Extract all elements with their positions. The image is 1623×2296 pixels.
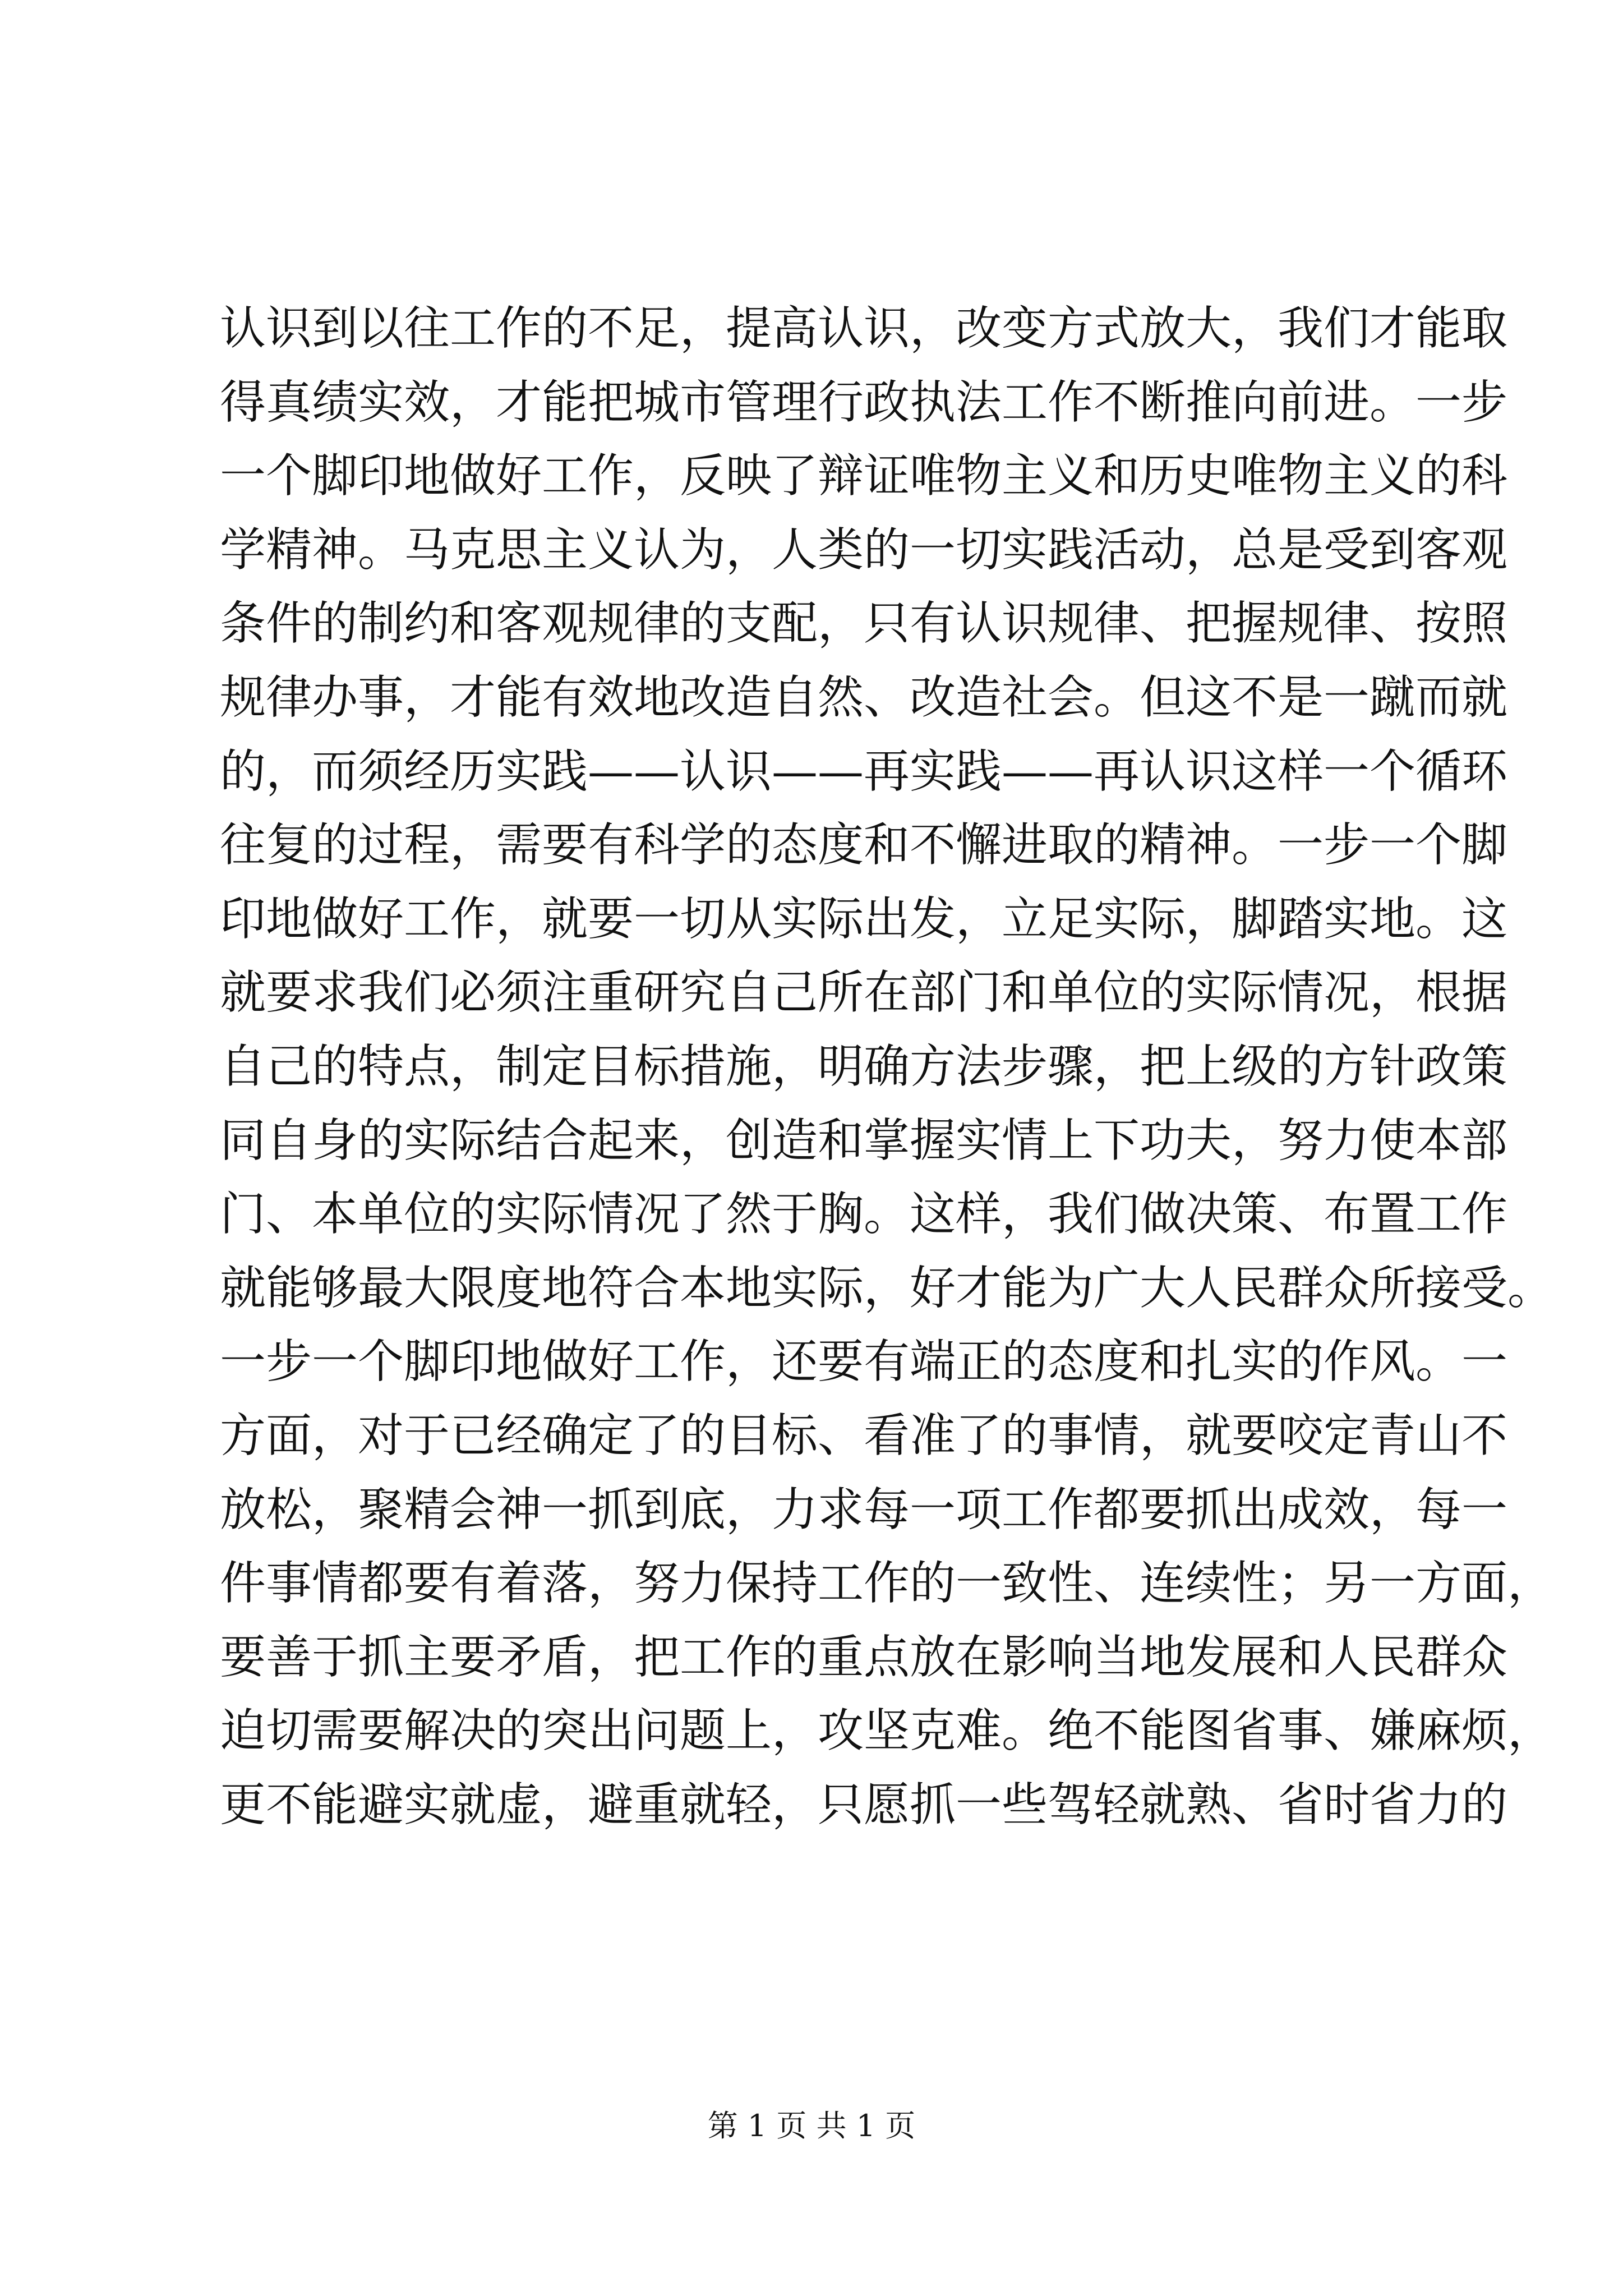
text-line: 自己的特点，制定目标措施，明确方法步骤，把上级的方针政策 — [220, 1039, 1508, 1093]
text-line: 放松，聚精会神一抓到底，力求每一项工作都要抓出成效，每一 — [220, 1483, 1508, 1536]
text-line: 一步一个脚印地做好工作，还要有端正的态度和扎实的作风。一 — [220, 1335, 1508, 1389]
text-line: 门、本单位的实际情况了然于胸。这样，我们做决策、布置工作 — [220, 1188, 1508, 1241]
text-line: 的，而须经历实践——认识——再实践——再认识这样一个循环 — [220, 744, 1508, 798]
text-line: 得真绩实效，才能把城市管理行政执法工作不断推向前进。一步 — [220, 375, 1508, 429]
text-line: 学精神。马克思主义认为，人类的一切实践活动，总是受到客观 — [220, 523, 1508, 577]
page-footer: 第 1 页 共 1 页 — [707, 2108, 916, 2143]
text-line: 规律办事，才能有效地改造自然、改造社会。但这不是一蹴而就 — [220, 670, 1508, 724]
text-line: 更不能避实就虚，避重就轻，只愿抓一些驾轻就熟、省时省力的 — [220, 1778, 1508, 1832]
body-text — [220, 292, 1554, 1842]
text-line: 印地做好工作，就要一切从实际出发，立足实际，脚踏实地。这 — [220, 892, 1508, 946]
text-line: 就能够最大限度地符合本地实际，好才能为广大人民群众所接受。 — [220, 1261, 1554, 1315]
text-line: 就要求我们必须注重研究自己所在部门和单位的实际情况，根据 — [220, 966, 1508, 1020]
text-line: 一个脚印地做好工作，反映了辩证唯物主义和历史唯物主义的科 — [220, 449, 1508, 503]
text-line: 迫切需要解决的突出问题上，攻坚克难。绝不能图省事、嫌麻烦， — [220, 1704, 1554, 1758]
text-line: 件事情都要有着落，努力保持工作的一致性、连续性；另一方面， — [220, 1557, 1554, 1611]
text-line: 同自身的实际结合起来，创造和掌握实情上下功夫，努力使本部 — [220, 1114, 1508, 1167]
text-line: 往复的过程，需要有科学的态度和不懈进取的精神。一步一个脚 — [220, 818, 1508, 872]
text-line: 条件的制约和客观规律的支配，只有认识规律、把握规律、按照 — [220, 597, 1508, 651]
text-line: 方面，对于已经确定了的目标、看准了的事情，就要咬定青山不 — [220, 1409, 1508, 1462]
text-line: 要善于抓主要矛盾，把工作的重点放在影响当地发展和人民群众 — [220, 1630, 1508, 1684]
text-line: 认识到以往工作的不足，提高认识，改变方式放大，我们才能取 — [220, 302, 1508, 355]
